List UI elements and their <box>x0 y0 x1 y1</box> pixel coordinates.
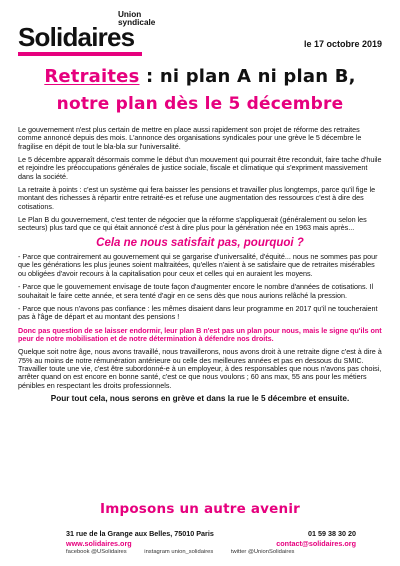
footer-social-links <box>66 549 356 559</box>
logo-syndicale-text: syndicale <box>118 18 156 27</box>
title-line-2: notre plan dès le 5 décembre <box>56 94 344 114</box>
paragraph-demands: Quelque soit notre âge, nous avons travaillé, nous travaillerons, nous avons droit à une retraite digne c'est à dire à 75% au moins de notre rémunération antérieure ou celle des meilleures années et pas en dessous du SMIC. Travailler toute une vie, c'est être subordonné-e à un employeur, à des responsables que nous n'avons pas choisi, arrêter quand on est encore en bonne santé, c'est ce que nous voulons ; 60 ans max, 55 ans pour les métiers pénibles en respectant les droits professionnels. <box>18 347 382 390</box>
title-line-1 <box>0 66 400 87</box>
facebook-link[interactable]: facebook @USolidaires <box>66 549 127 555</box>
reason-3: - Parce que nous n'avons pas confiance : les mêmes disaient dans leur programme en 2017 qu'il ne toucheraient pas à l'âge de départ et au montant des pensions ! <box>18 303 378 322</box>
logo-underline <box>18 52 142 56</box>
footer-address: 31 rue de la Grange aux Belles, 75010 Paris <box>66 529 214 538</box>
footer-email-link[interactable]: contact@solidaires.org <box>276 539 356 548</box>
slogan: Imposons un autre avenir <box>99 501 301 517</box>
title-accent-word: Retraites <box>44 66 140 87</box>
logo-union-text: Union <box>118 10 142 19</box>
solidaires-logo <box>18 10 198 58</box>
reason-2: - Parce que le gouvernement envisage de toute façon d'augmenter encore le nombre d'années de cotisations. Il souhaitait le faire cette année, et sera tenté d'agir en ce sens dès que nous aurions relâché la pression. <box>18 282 374 300</box>
footer-phone: 01 59 38 30 20 <box>308 529 356 538</box>
paragraph-retraite-a-points: La retraite à points : c'est un système qui fera baisser les pensions et travailler plus longtemps, parce qu'il fige le montant des richesses à répartir entre retraité-es et refuse une augmentation des ressources c'est à dire des cotisations. <box>18 185 376 211</box>
paragraph-plan-b: Le Plan B du gouvernement, c'est tenter de négocier que la réforme s'appliquerait (généralement ou selon les secteurs) plus tard que ce qui était annoncé c'est à dire plus pour la génération née en 1963 mais après... <box>18 215 367 233</box>
paragraph-intro: Le gouvernement n'est plus certain de mettre en place aussi rapidement son projet de réforme des retraites comme annoncé depuis des mois. L'annonce des organisations syndicales pour une grève le 5 décembre le fragilise en dépit de tout le bla-bla sur l'universalité. <box>18 125 362 151</box>
reason-1: - Parce que contrairement au gouvernement qui se gargarise d'universalité, d'équité... nous ne sommes pas pour que les générations les plus jeunes soient maltraitées, qu'elles n'aient à se satisfaire que de retraites misérables ou obligées d'avoir recours à la capitalisation pour ceux et celles qui en auraient les moyens. <box>18 252 378 278</box>
section-subhead: Cela ne nous satisfait pas, pourquoi ? <box>96 236 304 249</box>
highlight-paragraph: Donc pas question de se laisser endormir, leur plan B n'est pas un plan pour nous, mais le signe qu'ils ont peur de notre mobilisation et de notre détermination à défendre nos droits. <box>18 325 382 343</box>
publication-date: le 17 octobre 2019 <box>303 39 382 49</box>
call-to-strike: Pour tout cela, nous serons en grève et dans la rue le 5 décembre et ensuite. <box>50 393 350 403</box>
twitter-link[interactable]: twitter @UnionSolidaires <box>230 549 295 555</box>
footer <box>66 529 356 559</box>
header <box>18 10 382 58</box>
instagram-link[interactable]: instagram union_solidaires <box>144 549 214 555</box>
logo-brand-text: Solidaires <box>18 22 135 52</box>
tract-body <box>18 126 382 408</box>
paragraph-5-decembre: Le 5 décembre apparaît désormais comme le début d'un mouvement qui pourrait être reconduit, faire tache d'huile et rejoindre les préoccupations générales de justice sociale, fiscale et climatique qui s'expriment massivement dans la société. <box>18 155 382 181</box>
footer-website-link[interactable]: www.solidaires.org <box>66 539 132 548</box>
title-line-1-rest: : ni plan A ni plan B, <box>139 66 356 87</box>
